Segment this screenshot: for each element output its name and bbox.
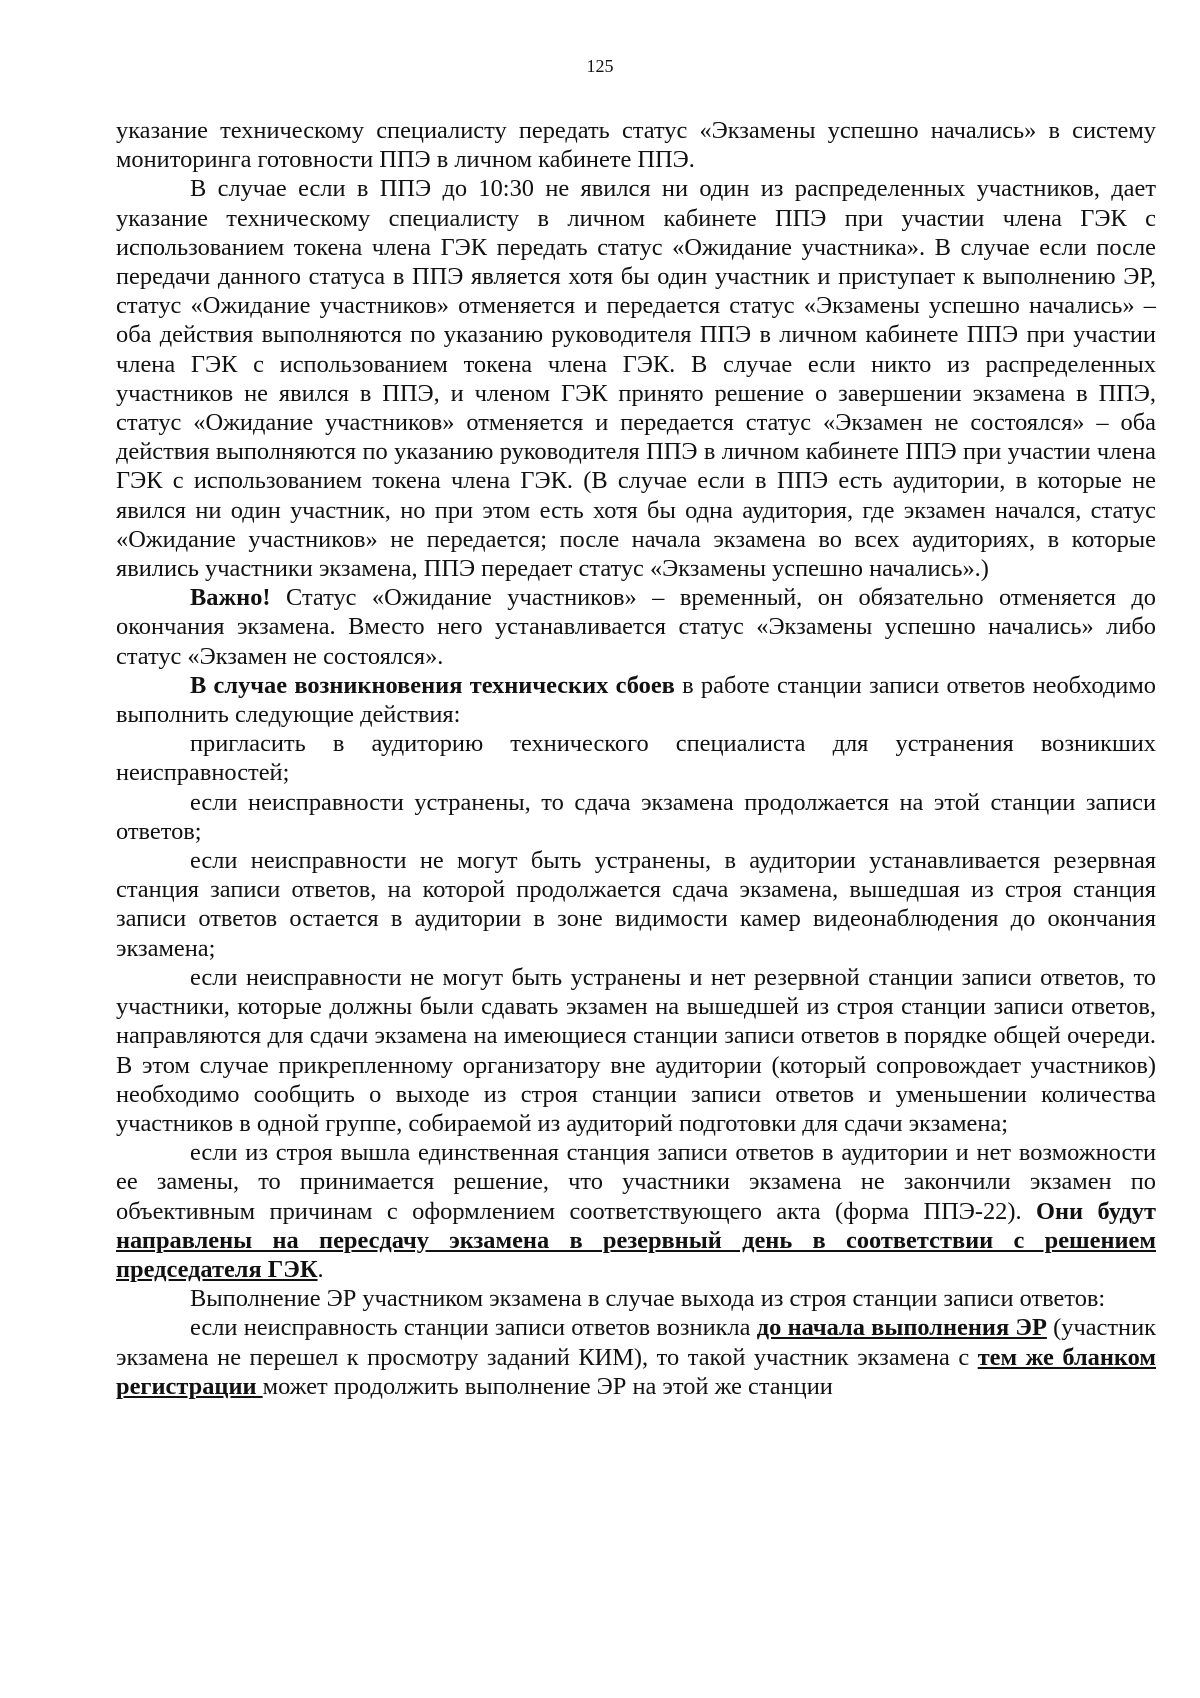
- bold-text: Они будут: [1036, 1197, 1156, 1225]
- paragraph: В случае если в ППЭ до 10:30 не явился ни один из распределенных участников, дает указание техническому специалисту в личном кабинете ППЭ при участии члена ГЭК с использованием токена члена ГЭК передать статус «Ожидание участника». В случае если после передачи данного статуса в ППЭ является хотя бы один участник и приступает к выполнению ЭР, статус «Ожидание участников» отменяется и передается статус «Экзамены успешно начались» – оба действия выполняются по указанию руководителя ППЭ в личном кабинете ППЭ при участии члена ГЭК с использованием токена члена ГЭК. В случае если никто из распределенных участников не явился в ППЭ, и членом ГЭК принято решение о завершении экзамена в ППЭ, статус «Ожидание участников» отменяется и передается статус «Экзамен не состоялся» – оба действия выполняются по указанию руководителя ППЭ в личном кабинете ППЭ при участии члена ГЭК с использованием токена члена ГЭК. (В случае если в ППЭ есть аудитории, в которые не явился ни один участник, но при этом есть хотя бы одна аудитория, где экзамен начался, статус «Ожидание участников» не передается; после начала экзамена во всех аудиториях, в которые явились участники экзамена, ППЭ передает статус «Экзамены успешно начались».): [116, 175, 1156, 583]
- list-item: [116, 1313, 1156, 1401]
- underlined-text: до начала выполнения ЭР: [756, 1314, 1047, 1342]
- underlined-text: тем же бланком регистрации: [116, 1343, 1156, 1400]
- document-body: [116, 116, 1156, 1401]
- paragraph-text: Статус «Ожидание участников» – временный, он обязательно отменяется до окончания экзамена. Вместо него устанавливается статус «Экзамены успешно начались» либо статус «Экзамен не состоялся».: [116, 584, 1156, 670]
- paragraph-text: в работе станции записи ответов необходимо выполнить следующие действия:: [116, 671, 1156, 729]
- paragraph: [116, 671, 1156, 729]
- paragraph: [116, 583, 1156, 671]
- list-item: если неисправности не могут быть устранены и нет резервной станции записи ответов, то участники, которые должны были сдавать экзамен на вышедшей из строя станции записи ответов, направляются для сдачи экзамена на имеющиеся станции записи ответов в порядке общей очереди. В этом случае прикрепленному организатору вне аудитории (который сопровождает участников) необходимо сообщить о выходе из строя станции записи ответов и уменьшении количества участников в одной группе, собираемой из аудиторий подготовки для сдачи экзамена;: [116, 963, 1156, 1137]
- list-item: [116, 1138, 1156, 1284]
- paragraph-text: .: [317, 1255, 324, 1283]
- paragraph-text: (участник экзамена не перешел к просмотру заданий КИМ), то такой участник экзамена с: [116, 1314, 1156, 1371]
- paragraph: указание техническому специалисту передать статус «Экзамены успешно начались» в систему мониторинга готовности ППЭ в личном кабинете ППЭ.: [116, 117, 1156, 174]
- underlined-text: направлены на пересдачу экзамена в резервный день в соответствии с решением председателя ГЭК: [116, 1226, 1156, 1283]
- paragraph-text: если из строя вышла единственная станция записи ответов в аудитории и нет возможности ее замены, то принимается решение, что участники экзамена не закончили экзамен по объективным причинам с оформлением соответствующего акта (форма ППЭ-22).: [116, 1139, 1156, 1225]
- paragraph-text: может продолжить выполнение ЭР на этой же станции: [262, 1372, 833, 1400]
- list-item: если неисправности не могут быть устранены, в аудитории устанавливается резервная станция записи ответов, на которой продолжается сдача экзамена, вышедшая из строя станция записи ответов остается в аудитории в зоне видимости камер видеонаблюдения до окончания экзамена;: [116, 847, 1156, 962]
- paragraph-text: если неисправность станции записи ответов возникла: [190, 1314, 757, 1342]
- paragraph: Выполнение ЭР участником экзамена в случае выхода из строя станции записи ответов:: [190, 1285, 1106, 1313]
- important-label: Важно!: [190, 584, 271, 612]
- list-item: пригласить в аудиторию технического специалиста для устранения возникших неисправностей;: [116, 730, 1156, 787]
- list-item: если неисправности устранены, то сдача экзамена продолжается на этой станции записи ответов;: [116, 788, 1156, 845]
- bold-heading: В случае возникновения технических сбоев: [190, 671, 675, 699]
- page-number: 125: [586, 56, 614, 76]
